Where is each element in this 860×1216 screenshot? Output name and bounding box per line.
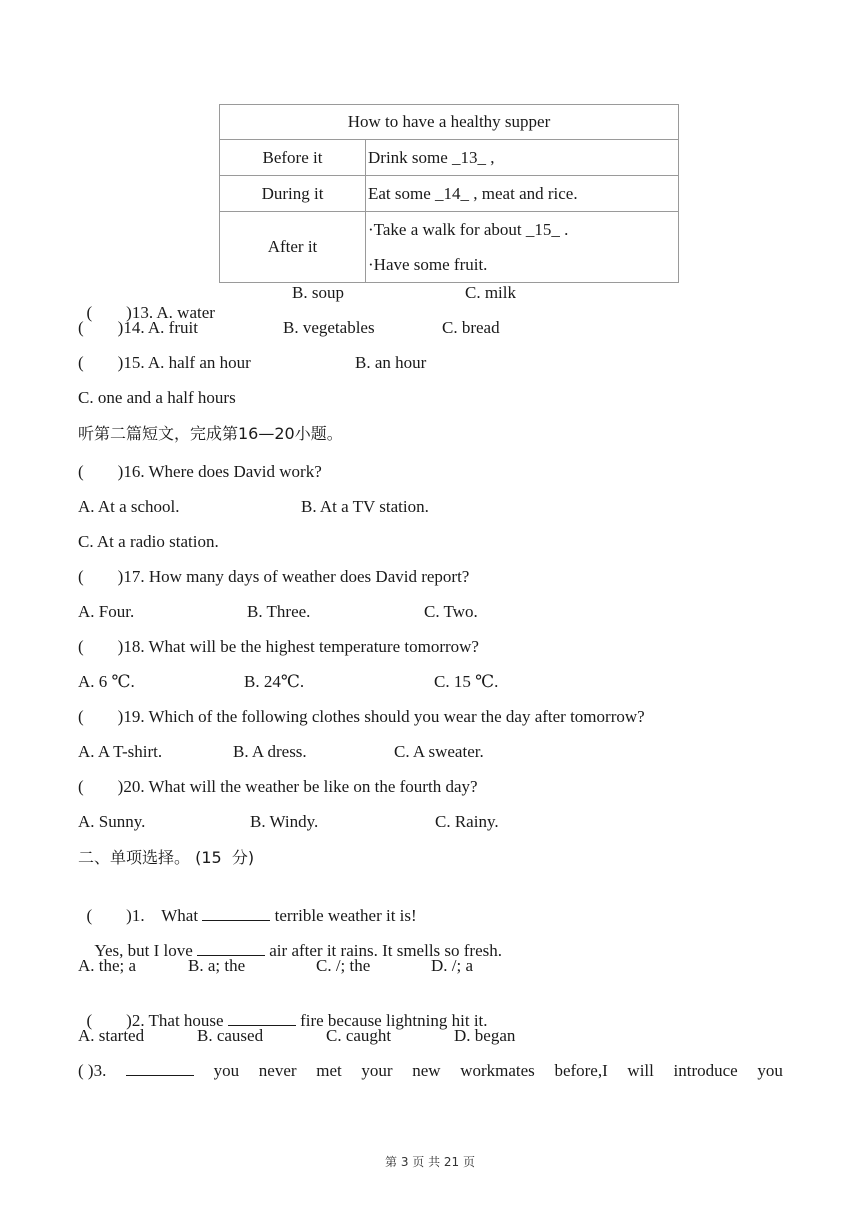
section-intro: 听第二篇短文，完成第16—20小题。: [78, 424, 343, 443]
option: C. At a radio station.: [78, 532, 219, 551]
question-text: terrible weather it is!: [270, 906, 417, 925]
question-13: [78, 283, 215, 323]
question-14: ( )14. A. fruit: [78, 318, 198, 337]
option: C. bread: [442, 318, 500, 337]
section-heading: 二、单项选择。 (15 分): [78, 848, 255, 867]
option: B. At a TV station.: [301, 497, 429, 516]
table-row-label: After it: [220, 212, 366, 283]
question-text: fire because lightning hit it.: [295, 1011, 488, 1030]
word: introduce: [673, 1061, 738, 1080]
word: met: [316, 1061, 342, 1080]
option: B. a; the: [188, 956, 246, 975]
question-16: ( )16. Where does David work?: [78, 462, 322, 481]
option: C. /; the: [316, 956, 371, 975]
mc-question-3: [78, 1061, 783, 1081]
table-title: How to have a healthy supper: [220, 105, 679, 140]
word: will: [627, 1061, 654, 1080]
question-stem: ( )13. A. water: [86, 303, 215, 322]
option: A. Four.: [78, 602, 135, 621]
word: workmates: [460, 1061, 535, 1080]
word: you: [757, 1061, 783, 1080]
option: B. vegetables: [283, 318, 375, 337]
answer-blank: [228, 1011, 296, 1026]
option: A. At a school.: [78, 497, 180, 516]
option: C. one and a half hours: [78, 388, 236, 407]
word: your: [361, 1061, 393, 1080]
table-cell: ·Have some fruit.: [368, 255, 488, 274]
supper-table: [219, 104, 679, 283]
table-cell: ·Take a walk for about _15_ .: [368, 220, 569, 239]
table-cell: Drink some _13_ ,: [368, 148, 495, 167]
option: B. Windy.: [250, 812, 319, 831]
question-text: ( )1. What: [86, 906, 203, 925]
option: B. an hour: [355, 353, 427, 372]
table-row-label: During it: [220, 176, 366, 212]
option: C. 15 ℃.: [434, 672, 499, 691]
option: A. the; a: [78, 956, 137, 975]
mc-question-1: [78, 886, 417, 926]
option: A. 6 ℃.: [78, 672, 135, 691]
option: C. A sweater.: [394, 742, 484, 761]
word: before,I: [554, 1061, 608, 1080]
mc-question-2: [78, 991, 488, 1031]
question-15: ( )15. A. half an hour: [78, 353, 251, 372]
word: never: [258, 1061, 297, 1080]
option: B. caused: [197, 1026, 264, 1045]
question-text: ( )3.: [78, 1061, 107, 1080]
option: D. /; a: [431, 956, 474, 975]
question-18: ( )18. What will be the highest temperature tomorrow?: [78, 637, 479, 656]
answer-blank: [197, 941, 265, 956]
word: you: [213, 1061, 240, 1080]
question-text: air after it rains. It smells so fresh.: [265, 941, 503, 960]
page-footer: 第 3 页 共 21 页: [385, 1155, 475, 1169]
option: A. A T-shirt.: [78, 742, 163, 761]
option: B. Three.: [247, 602, 311, 621]
option: A. started: [78, 1026, 145, 1045]
answer-blank: [202, 906, 270, 921]
word: new: [412, 1061, 441, 1080]
option: C. Two.: [424, 602, 478, 621]
question-text: Yes, but I love: [86, 941, 198, 960]
table-row-label: Before it: [220, 140, 366, 176]
question-20: ( )20. What will the weather be like on the fourth day?: [78, 777, 478, 796]
option: A. Sunny.: [78, 812, 146, 831]
question-text: ( )2. That house: [86, 1011, 228, 1030]
mc-question-1-line2: [78, 921, 502, 961]
option: B. A dress.: [233, 742, 307, 761]
option: D. began: [454, 1026, 516, 1045]
option: B. soup: [292, 283, 344, 302]
option: C. milk: [465, 283, 517, 302]
question-17: ( )17. How many days of weather does David report?: [78, 567, 470, 586]
option: B. 24℃.: [244, 672, 305, 691]
option: C. Rainy.: [435, 812, 499, 831]
table-cell: Eat some _14_ , meat and rice.: [368, 184, 578, 203]
question-19: ( )19. Which of the following clothes should you wear the day after tomorrow?: [78, 707, 645, 726]
answer-blank: [126, 1061, 194, 1076]
option: C. caught: [326, 1026, 392, 1045]
